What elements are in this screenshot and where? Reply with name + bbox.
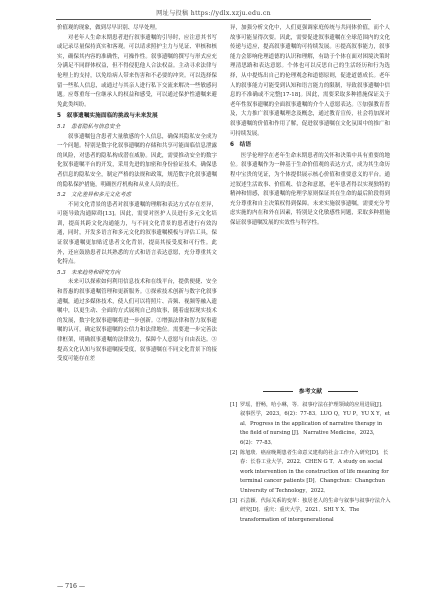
right-column <box>230 24 390 228</box>
running-header <box>0 0 427 24</box>
left-column <box>57 24 217 365</box>
references-title: 参考文献 <box>230 386 391 395</box>
reference-item: [3] 石芸颖．代际关系的变革：独居老人的生命与叙事与叙事疗法介入研究[D]．重庆：重庆大学，2021．SHI Y X．The transformation of intergenerational <box>230 498 391 523</box>
paragraph: 异，加强分析文化中，人们更强调家庭传统与共同体价值，而个人故事可能显得次要。因此，需要促进叙事遗嘱在全球范围内的文化传递与适应，提高叙事遗嘱的可持续发展。④提高叙事能力，叙事能力会影响伦理道德的认识和理解，有助于个体在面对困境决策时理清思路和表达意愿。个体也可以反思自己的生活经历和行为选择，从中提炼出自己的伦理观念和道德原则，促进道德成长。老年人的叙事能力可能受到认知和语言能力的限制，导致叙事遗嘱中信息的不准确或不完整[17-18]。因此，需要采取多种措施保证关于老年性叙事遗嘱的全面叙事遗嘱的介个人意愿表达。⑤加强教育普及，大力推广叙事遗嘱理念及概念，通过教育宣传，社会将加深对叙事遗嘱的价值和作用了解，促进叙事遗嘱在文化氛围中的推广和可持续发展。 <box>230 25 390 137</box>
section-heading: 6 结语 <box>230 142 252 149</box>
subsection-heading: 5.2 文化差异和多元文化考虑 <box>57 192 131 199</box>
header-rule <box>56 19 371 20</box>
subsection-heading: 5.3 未来趋势和研究方向 <box>57 269 121 276</box>
references-section <box>230 386 391 526</box>
divider <box>263 391 293 392</box>
reference-item: [2] 陈旭琰．癌症晚期患者生命意义建构的社会工作介入研究[D]．长春：长春工业大学，2022．CHEN G T．A study on social work intervention in the construction of life meaning for terminal cancer patients [D]．Changchun：Changchun University of Technology，2022． <box>230 450 389 494</box>
paragraph: 医学伦理学在老年生命末期患者的关怀和决策中具有重要的地位。叙事遗嘱作为一种基于生命价值观的表达方式，成为其生命历程中宝贵的见证，为个体提供展示核心价值和重要意义的平台。通过叙述生活故事、价值观、信念和意愿，老年患者得以实现独特的精神和情感，叙事遗嘱的伦理学原则保证其在生命的最后阶段得到充分尊重和自主决策权得到保障。未来实施叙事遗嘱，需要充分考虑实施的内在和外在因素，特别是文化敏感性问题，采取多种措施保证叙事遗嘱发展的实效性与科学性。 <box>230 152 390 226</box>
page-number: — 716 — <box>57 583 86 590</box>
paragraph: 不同文化背景的患者对叙事遗嘱的理解和表达方式存在差异，可能导致沟通障碍[13]。因此，需要对医护人员进行多元文化培训，提高其跨文化沟通能力，与不同文化背景的患者进行有效沟通，同时，开发多语言和多元文化的叙事遗嘱模板与评估工具，保证叙事遗嘱更加贴近患者文化背景，提高其接受度和可行性。此外，还应鼓励患者以其熟悉的方式和语言表达意愿，充分尊重其文化特点。 <box>57 201 217 266</box>
reference-item: [1] 罗瑶，舒畅，哈小琳，等．叙事疗法在护理领域的应用进展[J]．叙事医学，2023，6(2)：77-83．LUO Q，YU P，YU X Y，et al．Progress in the application of narrative therapy in the field of nursing [J]．Narrative Medicine，2023，6(2)：77-83． <box>230 402 390 446</box>
divider <box>328 391 358 392</box>
paragraph: 叙事遗嘱包含患者大量敏感的个人信息，确保其隐私安全成为一个问题。特别是数字化叙事遗嘱的存储和共享可能面临信息泄露的风险，对患者的隐私构成潜在威胁。因此，需要推动安全的数字化叙事遗嘱平台的开发，采用先进的加密和身份验证技术，确保患者信息的隐私安全，制定严格的法规和政策，规范数字化叙事遗嘱的隐私保护措施，明确医疗机构和从业人员的责任。 <box>57 133 217 188</box>
paragraph: 未来可以探索如何利用信息技术和在线平台，提供便捷、安全和普惠的叙事遗嘱管理和更新服务。①探索技术创新与数字化叙事遗嘱，通过多媒体技术，使人们可以将照片、音频、视频等融入遗嘱中，以更生动、全面的方式展现自己的故事，随着虚拟现实技术的发展，数字化叙事遗嘱将进一步创新。②增强法律和智力叙事遗嘱的认可，确定叙事遗嘱的公信力和法律地位。需要进一步完善法律框架，明确叙事遗嘱的法律效力，保障个人意愿与自由表达。③提高文化认知与叙事遗嘱接受度，叙事遗嘱在不同文化背景下的接受度可能存在差 <box>57 279 217 363</box>
subsection-heading: 5.1 患者隐私与信息安全 <box>57 123 121 130</box>
journal-website: 网址与投稿 https://ydlx.xzju.edu.cn <box>156 10 271 17</box>
paragraph: 对老年人生命末期患者进行叙事遗嘱的引导时，应注意其书写或记录尽量保持真实和客观。可以请求照护主力与见证、审核和核实，确保其内容的准确性，可操作性。叙事遗嘱的撰写与形式应充分满足不同群体权益，但不得侵犯他人合法权益。主动寻求法律与伦理上的支持，以免给病人带来伤害和不必要的冲突。可以选择保留一些私人信息，或通过与其亲人进行私下交流来解决一些敏感问题。应尊重每一位继承人的权益和感受，可以通过保护性遗嘱来避免此类纠纷。 <box>57 34 217 108</box>
section-heading: 5 叙事遗嘱实施面临的挑战与未来发展 <box>57 113 158 120</box>
paragraph: 价值观的现象，做到尽早识别、尽早处理。 <box>57 25 161 31</box>
